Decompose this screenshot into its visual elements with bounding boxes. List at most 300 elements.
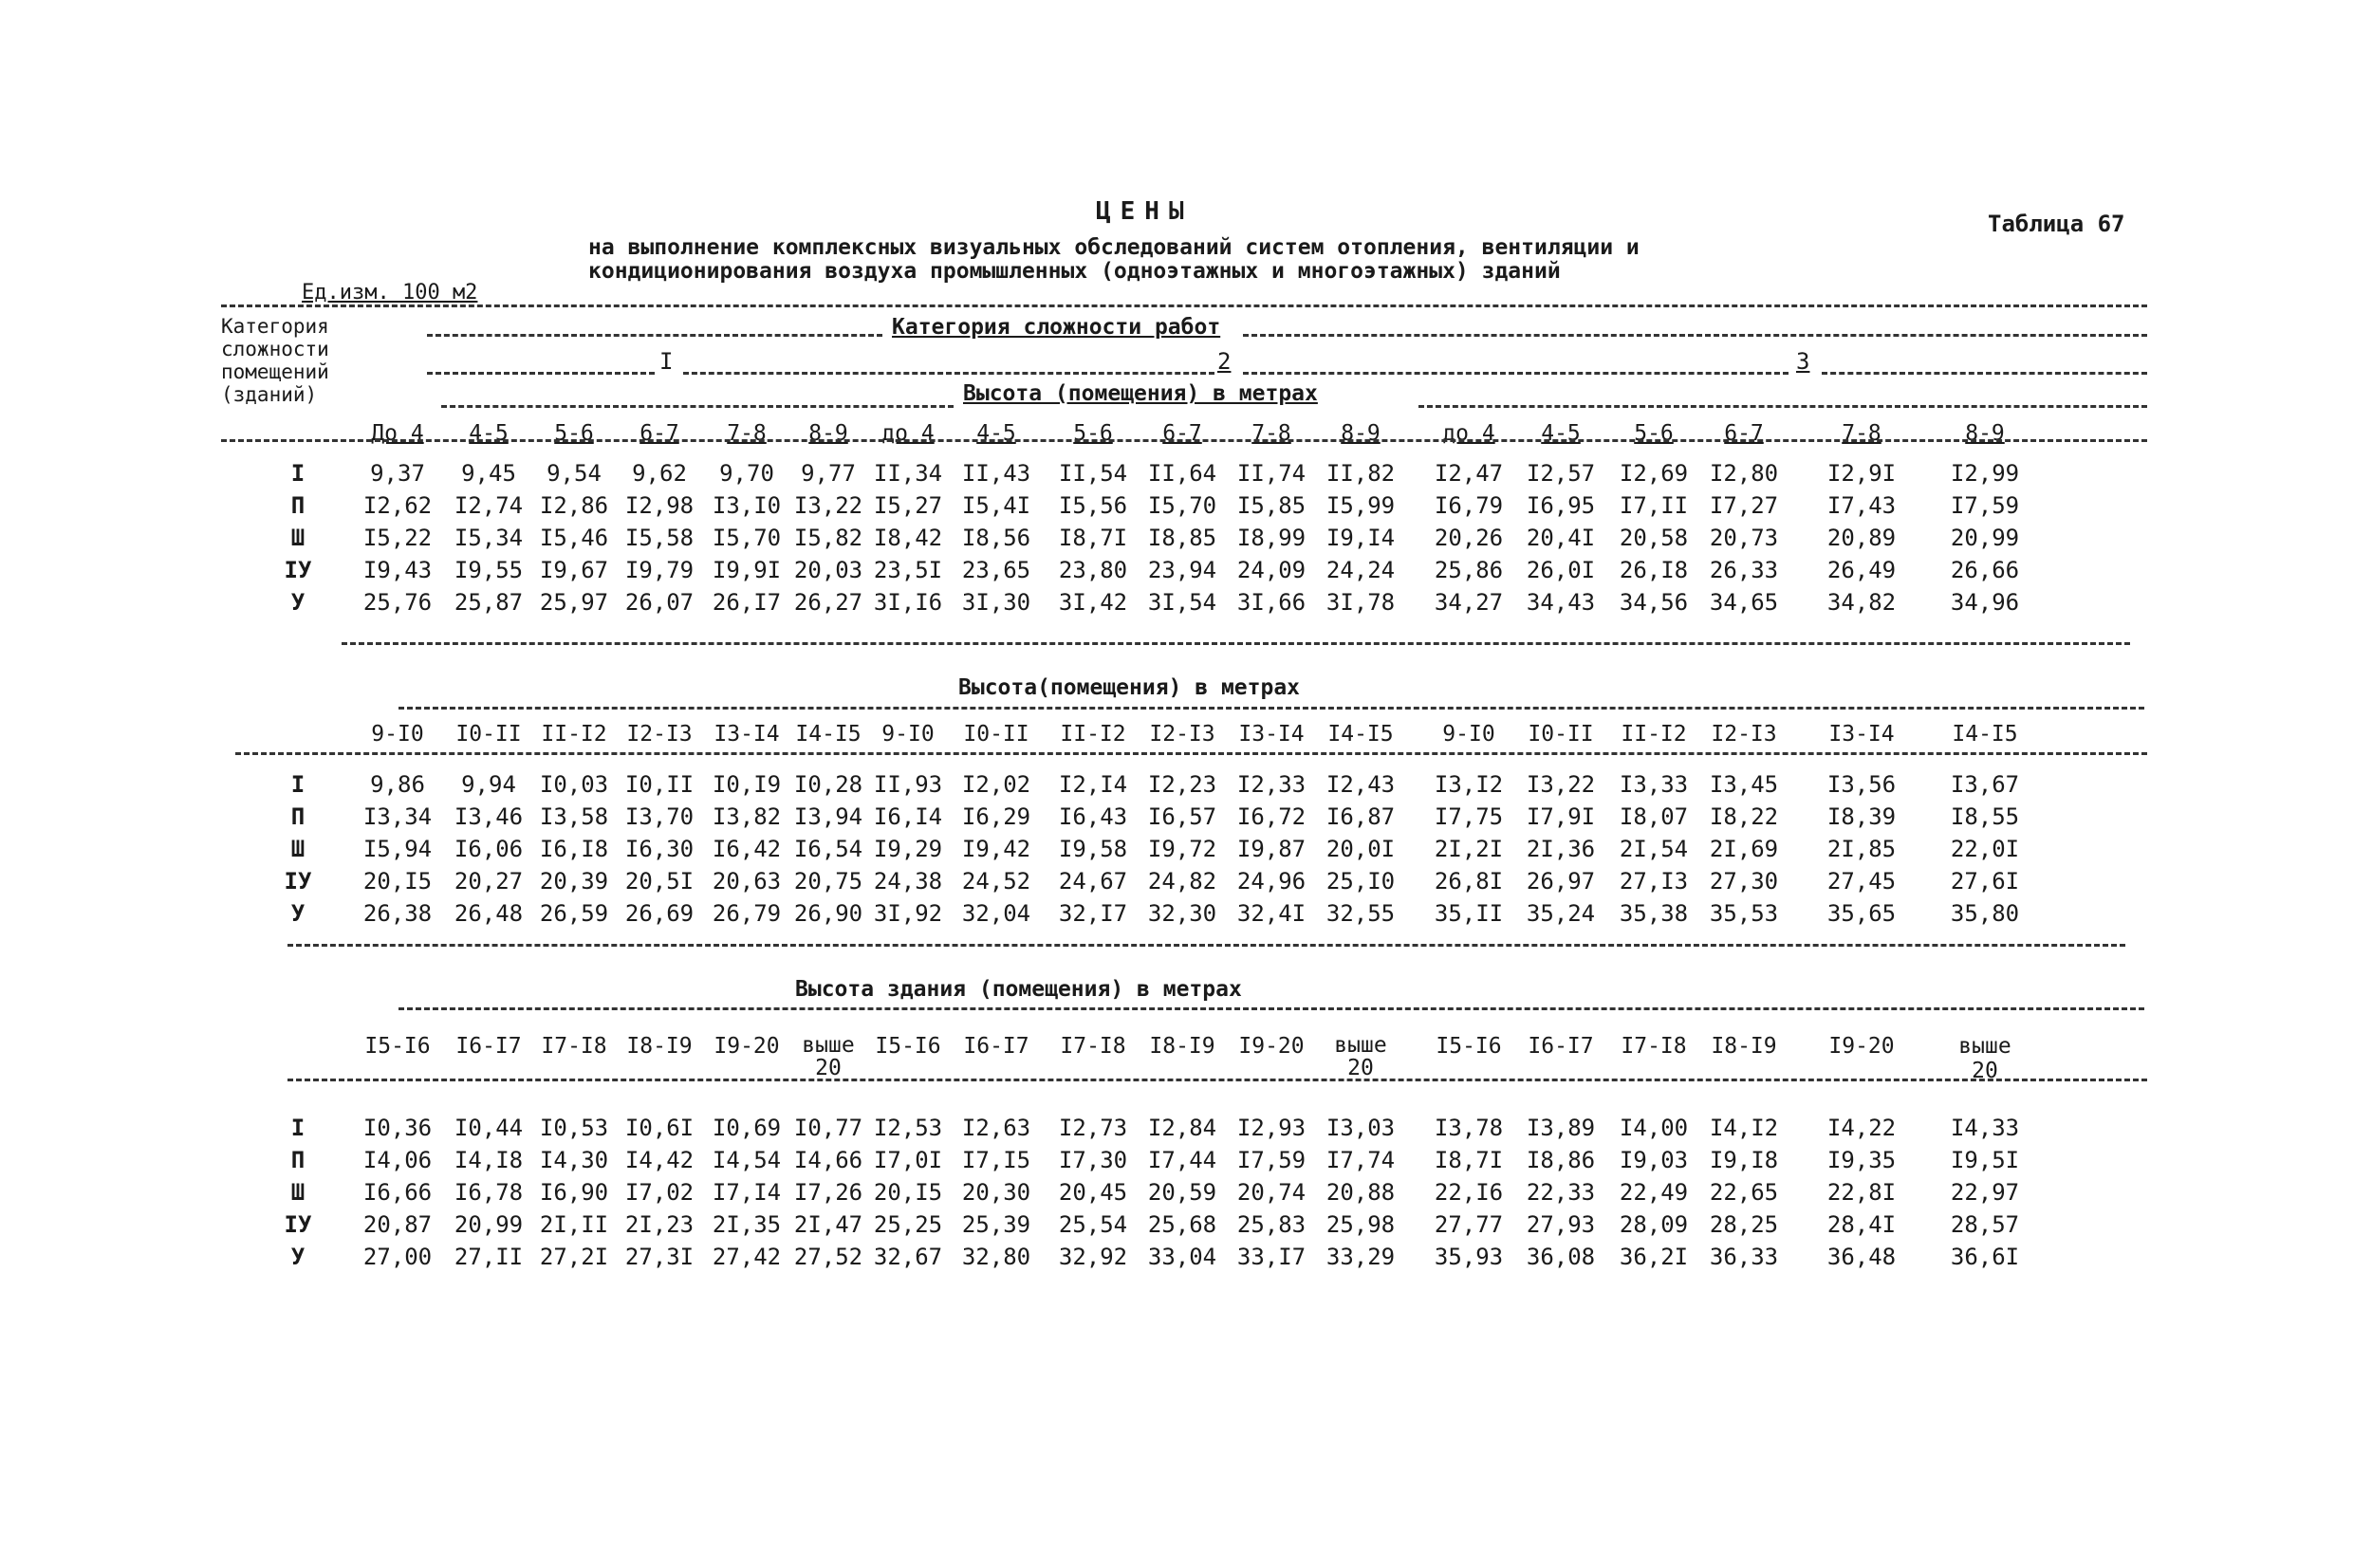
price-cell: 34,27 (1434, 589, 1504, 616)
price-cell: I0,44 (454, 1115, 524, 1141)
price-cell: 26,48 (454, 900, 524, 927)
price-cell: 3I,78 (1325, 589, 1396, 616)
price-cell: I9,42 (961, 836, 1031, 862)
price-cell: 32,92 (1058, 1244, 1128, 1270)
price-cell: I4,22 (1826, 1115, 1897, 1141)
price-cell: 35,II (1434, 900, 1504, 927)
price-cell: I8,39 (1826, 803, 1897, 830)
price-cell: I8,22 (1709, 803, 1779, 830)
divider (1418, 405, 2147, 408)
divider (399, 1007, 2144, 1010)
column-header: 4-5 (1541, 421, 1581, 446)
price-cell: 26,69 (624, 900, 695, 927)
column-header: До 4 (371, 421, 424, 446)
price-cell: 27,II (454, 1244, 524, 1270)
price-cell: 26,90 (793, 900, 863, 927)
price-cell: 25,25 (873, 1211, 943, 1238)
price-cell: I6,I8 (539, 836, 609, 862)
price-cell: 20,99 (1950, 525, 2020, 551)
column-header: I3-I4 (1238, 722, 1305, 747)
price-cell: I2,62 (362, 492, 433, 519)
column-header: 7-8 (1251, 421, 1291, 446)
column-header: I8-I9 (1149, 1034, 1215, 1059)
complexity-header: Категория сложности работ (892, 315, 1221, 340)
divider (235, 752, 2147, 755)
price-cell: I6,06 (454, 836, 524, 862)
price-cell: 24,67 (1058, 868, 1128, 895)
price-cell: I2,53 (873, 1115, 943, 1141)
price-cell: I8,56 (961, 525, 1031, 551)
column-header: 9-I0 (371, 722, 424, 747)
row-label: Ш (290, 525, 306, 551)
column-header: I0-II (963, 722, 1029, 747)
price-cell: I7,02 (624, 1179, 695, 1206)
price-cell: I5,46 (539, 525, 609, 551)
price-cell: I0,77 (793, 1115, 863, 1141)
price-cell: I2,33 (1236, 771, 1307, 798)
price-cell: I2,23 (1147, 771, 1217, 798)
price-cell: 25,83 (1236, 1211, 1307, 1238)
column-header: I7-I8 (541, 1034, 607, 1059)
price-cell: I6,43 (1058, 803, 1128, 830)
divider (427, 334, 882, 337)
price-cell: I3,58 (539, 803, 609, 830)
column-header: 4-5 (469, 421, 509, 446)
complexity-group-3: 3 (1796, 348, 1810, 375)
column-header: I5-I6 (364, 1034, 431, 1059)
price-cell: I4,30 (539, 1147, 609, 1173)
column-header: 8-9 (1965, 421, 2005, 446)
price-cell: 32,55 (1325, 900, 1396, 927)
section-2-height-header: Высота(помещения) в метрах (958, 675, 1301, 700)
price-cell: 35,65 (1826, 900, 1897, 927)
price-cell: 36,08 (1526, 1244, 1596, 1270)
price-cell: 26,97 (1526, 868, 1596, 895)
price-cell: 25,68 (1147, 1211, 1217, 1238)
price-cell: 23,94 (1147, 557, 1217, 583)
price-cell: 26,8I (1434, 868, 1504, 895)
price-cell: I0,6I (624, 1115, 695, 1141)
price-cell: I2,80 (1709, 460, 1779, 487)
price-cell: I2,57 (1526, 460, 1596, 487)
price-cell: 32,30 (1147, 900, 1217, 927)
column-header: II-I2 (1060, 722, 1126, 747)
price-cell: 3I,30 (961, 589, 1031, 616)
price-cell: II,93 (873, 771, 943, 798)
price-cell: I5,22 (362, 525, 433, 551)
price-cell: 26,I8 (1619, 557, 1689, 583)
column-header: I2-I3 (1711, 722, 1777, 747)
price-cell: I5,4I (961, 492, 1031, 519)
price-cell: 3I,54 (1147, 589, 1217, 616)
price-cell: I9,79 (624, 557, 695, 583)
price-cell: I2,93 (1236, 1115, 1307, 1141)
price-cell: 36,48 (1826, 1244, 1897, 1270)
price-cell: I2,I4 (1058, 771, 1128, 798)
price-cell: 33,04 (1147, 1244, 1217, 1270)
price-cell: I5,27 (873, 492, 943, 519)
column-header: II-I2 (541, 722, 607, 747)
price-cell: I9,43 (362, 557, 433, 583)
price-cell: I2,84 (1147, 1115, 1217, 1141)
price-cell: I2,69 (1619, 460, 1689, 487)
price-cell: I4,00 (1619, 1115, 1689, 1141)
column-header: 9-I0 (881, 722, 935, 747)
price-cell: 34,65 (1709, 589, 1779, 616)
price-cell: I2,98 (624, 492, 695, 519)
price-cell: II,74 (1236, 460, 1307, 487)
price-cell: 22,65 (1709, 1179, 1779, 1206)
price-cell: I3,94 (793, 803, 863, 830)
price-cell: 9,62 (632, 460, 687, 487)
price-cell: 35,53 (1709, 900, 1779, 927)
section-3-height-header: Высота здания (помещения) в метрах (795, 977, 1242, 1002)
row-label: У (290, 1244, 306, 1270)
price-cell: 3I,I6 (873, 589, 943, 616)
row-label: Ш (290, 836, 306, 862)
price-cell: 9,45 (461, 460, 516, 487)
row-label: П (290, 803, 306, 830)
price-cell: I2,47 (1434, 460, 1504, 487)
subtitle-line-1: на выполнение комплексных визуальных обследований систем отопления, вентиляции и (588, 235, 1640, 260)
price-cell: 28,57 (1950, 1211, 2020, 1238)
price-cell: 20,59 (1147, 1179, 1217, 1206)
divider (221, 439, 2147, 442)
price-cell: 27,93 (1526, 1211, 1596, 1238)
price-cell: 20,0I (1325, 836, 1396, 862)
price-cell: I7,59 (1950, 492, 2020, 519)
price-cell: I2,73 (1058, 1115, 1128, 1141)
price-cell: 27,45 (1826, 868, 1897, 895)
price-cell: I9,I8 (1709, 1147, 1779, 1173)
price-cell: 25,54 (1058, 1211, 1128, 1238)
price-cell: 27,6I (1950, 868, 2020, 895)
price-cell: 25,76 (362, 589, 433, 616)
price-cell: I6,66 (362, 1179, 433, 1206)
price-cell: 24,38 (873, 868, 943, 895)
price-cell: 20,87 (362, 1211, 433, 1238)
row-label: П (290, 492, 306, 519)
price-cell: I5,99 (1325, 492, 1396, 519)
price-cell: 22,49 (1619, 1179, 1689, 1206)
column-header: I4-I5 (1327, 722, 1394, 747)
price-cell: 34,82 (1826, 589, 1897, 616)
price-cell: 24,24 (1325, 557, 1396, 583)
price-cell: I4,06 (362, 1147, 433, 1173)
price-cell: I7,26 (793, 1179, 863, 1206)
price-cell: 9,70 (719, 460, 774, 487)
column-header: 7-8 (727, 421, 767, 446)
price-cell: 32,04 (961, 900, 1031, 927)
subtitle-line-2: кондиционирования воздуха промышленных (одноэтажных и многоэтажных) зданий (588, 259, 1561, 284)
column-header: 6-7 (1162, 421, 1202, 446)
price-cell: I6,95 (1526, 492, 1596, 519)
column-header: 7-8 (1842, 421, 1881, 446)
price-cell: I4,I2 (1709, 1115, 1779, 1141)
price-cell: 2I,35 (712, 1211, 782, 1238)
price-cell: 27,42 (712, 1244, 782, 1270)
price-cell: 32,4I (1236, 900, 1307, 927)
column-header: выше 20 (1958, 1034, 2011, 1083)
price-cell: 3I,42 (1058, 589, 1128, 616)
row-label: IУ (284, 868, 312, 895)
price-cell: 26,49 (1826, 557, 1897, 583)
column-header: I7-I8 (1621, 1034, 1687, 1059)
divider (342, 642, 2130, 645)
price-cell: I4,I8 (454, 1147, 524, 1173)
price-cell: 20,27 (454, 868, 524, 895)
column-header: 8-9 (808, 421, 848, 446)
column-header: I2-I3 (1149, 722, 1215, 747)
price-cell: 23,80 (1058, 557, 1128, 583)
price-cell: 36,6I (1950, 1244, 2020, 1270)
price-cell: 20,39 (539, 868, 609, 895)
price-cell: I6,87 (1325, 803, 1396, 830)
column-header: I6-I7 (455, 1034, 522, 1059)
price-cell: I5,70 (1147, 492, 1217, 519)
price-cell: 24,82 (1147, 868, 1217, 895)
price-cell: I5,85 (1236, 492, 1307, 519)
price-cell: 35,93 (1434, 1244, 1504, 1270)
column-header: 6-7 (639, 421, 679, 446)
price-cell: 27,I3 (1619, 868, 1689, 895)
divider (427, 372, 655, 375)
column-header: I7-I8 (1060, 1034, 1126, 1059)
price-cell: I6,42 (712, 836, 782, 862)
price-cell: I9,9I (712, 557, 782, 583)
row-label: У (290, 900, 306, 927)
price-cell: I3,78 (1434, 1115, 1504, 1141)
price-cell: 22,I6 (1434, 1179, 1504, 1206)
price-cell: 22,33 (1526, 1179, 1596, 1206)
price-cell: I0,II (624, 771, 695, 798)
price-cell: I5,82 (793, 525, 863, 551)
price-cell: I3,I0 (712, 492, 782, 519)
price-cell: 26,0I (1526, 557, 1596, 583)
price-cell: 20,89 (1826, 525, 1897, 551)
price-cell: 24,09 (1236, 557, 1307, 583)
price-cell: I7,59 (1236, 1147, 1307, 1173)
price-cell: I9,72 (1147, 836, 1217, 862)
price-cell: I7,30 (1058, 1147, 1128, 1173)
price-cell: 2I,69 (1709, 836, 1779, 862)
table-number: Таблица 67 (1988, 211, 2125, 237)
price-cell: I3,56 (1826, 771, 1897, 798)
price-cell: 20,30 (961, 1179, 1031, 1206)
price-cell: I4,54 (712, 1147, 782, 1173)
price-cell: 34,96 (1950, 589, 2020, 616)
price-cell: 26,38 (362, 900, 433, 927)
column-header: I9-20 (1828, 1034, 1895, 1059)
price-cell: 34,43 (1526, 589, 1596, 616)
price-cell: I7,I4 (712, 1179, 782, 1206)
price-cell: I9,87 (1236, 836, 1307, 862)
price-cell: 22,97 (1950, 1179, 2020, 1206)
price-cell: 25,I0 (1325, 868, 1396, 895)
price-cell: 20,63 (712, 868, 782, 895)
price-cell: I7,74 (1325, 1147, 1396, 1173)
divider (1243, 334, 2147, 337)
column-header: I5-I6 (1436, 1034, 1502, 1059)
column-header: I9-20 (1238, 1034, 1305, 1059)
price-cell: I9,03 (1619, 1147, 1689, 1173)
column-header: I6-I7 (963, 1034, 1029, 1059)
price-cell: 33,I7 (1236, 1244, 1307, 1270)
column-header: 5-6 (554, 421, 594, 446)
price-cell: 35,24 (1526, 900, 1596, 927)
price-cell: 24,96 (1236, 868, 1307, 895)
price-cell: 26,59 (539, 900, 609, 927)
price-cell: 26,I7 (712, 589, 782, 616)
complexity-group-1: I (659, 348, 674, 375)
price-cell: I5,58 (624, 525, 695, 551)
price-cell: I4,42 (624, 1147, 695, 1173)
column-header: 9-I0 (1442, 722, 1495, 747)
price-cell: I5,34 (454, 525, 524, 551)
price-cell: 32,67 (873, 1244, 943, 1270)
price-cell: 20,45 (1058, 1179, 1128, 1206)
column-header: II-I2 (1621, 722, 1687, 747)
price-cell: 9,54 (547, 460, 602, 487)
price-cell: 2I,23 (624, 1211, 695, 1238)
price-cell: 27,30 (1709, 868, 1779, 895)
price-cell: 25,87 (454, 589, 524, 616)
price-cell: I8,55 (1950, 803, 2020, 830)
price-cell: I3,22 (1526, 771, 1596, 798)
price-cell: I7,43 (1826, 492, 1897, 519)
price-cell: I0,53 (539, 1115, 609, 1141)
price-cell: 26,27 (793, 589, 863, 616)
price-cell: 23,65 (961, 557, 1031, 583)
divider (683, 372, 1214, 375)
price-cell: 20,58 (1619, 525, 1689, 551)
price-cell: I0,03 (539, 771, 609, 798)
price-cell: 23,5I (873, 557, 943, 583)
price-cell: 24,52 (961, 868, 1031, 895)
column-header: I0-II (455, 722, 522, 747)
column-header: I5-I6 (875, 1034, 941, 1059)
price-cell: I6,54 (793, 836, 863, 862)
price-cell: 2I,II (539, 1211, 609, 1238)
column-header: I2-I3 (626, 722, 693, 747)
price-cell: I6,90 (539, 1179, 609, 1206)
price-cell: 27,52 (793, 1244, 863, 1270)
price-cell: 3I,92 (873, 900, 943, 927)
price-cell: 33,29 (1325, 1244, 1396, 1270)
price-cell: 22,0I (1950, 836, 2020, 862)
price-cell: 20,99 (454, 1211, 524, 1238)
price-cell: I9,35 (1826, 1147, 1897, 1173)
price-cell: I2,99 (1950, 460, 2020, 487)
page-title: ЦЕНЫ (1096, 197, 1194, 226)
price-cell: 20,74 (1236, 1179, 1307, 1206)
column-header: I4-I5 (795, 722, 862, 747)
price-cell: II,82 (1325, 460, 1396, 487)
column-header: I0-II (1528, 722, 1594, 747)
price-cell: I7,75 (1434, 803, 1504, 830)
price-cell: 20,5I (624, 868, 695, 895)
price-cell: I7,44 (1147, 1147, 1217, 1173)
price-cell: 20,4I (1526, 525, 1596, 551)
price-cell: 20,73 (1709, 525, 1779, 551)
price-cell: I6,I4 (873, 803, 943, 830)
column-header: 6-7 (1724, 421, 1764, 446)
price-cell: I5,56 (1058, 492, 1128, 519)
price-cell: I9,29 (873, 836, 943, 862)
price-cell: I9,I4 (1325, 525, 1396, 551)
price-cell: I0,36 (362, 1115, 433, 1141)
price-cell: 28,4I (1826, 1211, 1897, 1238)
price-cell: I5,70 (712, 525, 782, 551)
price-cell: 2I,36 (1526, 836, 1596, 862)
price-cell: I8,99 (1236, 525, 1307, 551)
column-header: 4-5 (976, 421, 1016, 446)
price-cell: I8,07 (1619, 803, 1689, 830)
price-cell: I6,79 (1434, 492, 1504, 519)
price-cell: I2,86 (539, 492, 609, 519)
price-cell: I9,55 (454, 557, 524, 583)
column-header: до 4 (1442, 421, 1495, 446)
price-cell: 26,33 (1709, 557, 1779, 583)
price-cell: I9,5I (1950, 1147, 2020, 1173)
price-cell: I8,7I (1058, 525, 1128, 551)
price-cell: I2,43 (1325, 771, 1396, 798)
price-cell: I2,63 (961, 1115, 1031, 1141)
price-cell: 26,07 (624, 589, 695, 616)
price-cell: I0,69 (712, 1115, 782, 1141)
price-cell: I0,I9 (712, 771, 782, 798)
price-cell: 25,39 (961, 1211, 1031, 1238)
price-cell: I8,86 (1526, 1147, 1596, 1173)
price-cell: 27,00 (362, 1244, 433, 1270)
row-label: I (290, 1115, 306, 1141)
price-cell: I0,28 (793, 771, 863, 798)
row-label: IУ (284, 1211, 312, 1238)
price-cell: 28,09 (1619, 1211, 1689, 1238)
price-cell: 20,I5 (873, 1179, 943, 1206)
price-cell: I3,67 (1950, 771, 2020, 798)
price-cell: 20,I5 (362, 868, 433, 895)
price-cell: 2I,47 (793, 1211, 863, 1238)
price-cell: I2,02 (961, 771, 1031, 798)
column-header: I3-I4 (714, 722, 780, 747)
price-cell: I3,22 (793, 492, 863, 519)
price-cell: I3,33 (1619, 771, 1689, 798)
price-cell: I4,33 (1950, 1115, 2020, 1141)
price-cell: II,43 (961, 460, 1031, 487)
divider (399, 707, 2144, 710)
price-cell: I3,89 (1526, 1115, 1596, 1141)
price-cell: I6,72 (1236, 803, 1307, 830)
section-1-height-header: Высота (помещения) в метрах (963, 381, 1318, 406)
divider (1243, 372, 1789, 375)
price-cell: I3,70 (624, 803, 695, 830)
price-cell: II,64 (1147, 460, 1217, 487)
price-cell: 36,33 (1709, 1244, 1779, 1270)
price-cell: II,34 (873, 460, 943, 487)
price-cell: I5,94 (362, 836, 433, 862)
price-cell: 35,80 (1950, 900, 2020, 927)
price-cell: I3,45 (1709, 771, 1779, 798)
price-cell: 27,77 (1434, 1211, 1504, 1238)
price-cell: 36,2I (1619, 1244, 1689, 1270)
price-cell: I4,66 (793, 1147, 863, 1173)
column-header: 5-6 (1634, 421, 1674, 446)
divider (221, 304, 2147, 307)
price-cell: 9,94 (461, 771, 516, 798)
price-cell: I2,9I (1826, 460, 1897, 487)
price-cell: 32,80 (961, 1244, 1031, 1270)
